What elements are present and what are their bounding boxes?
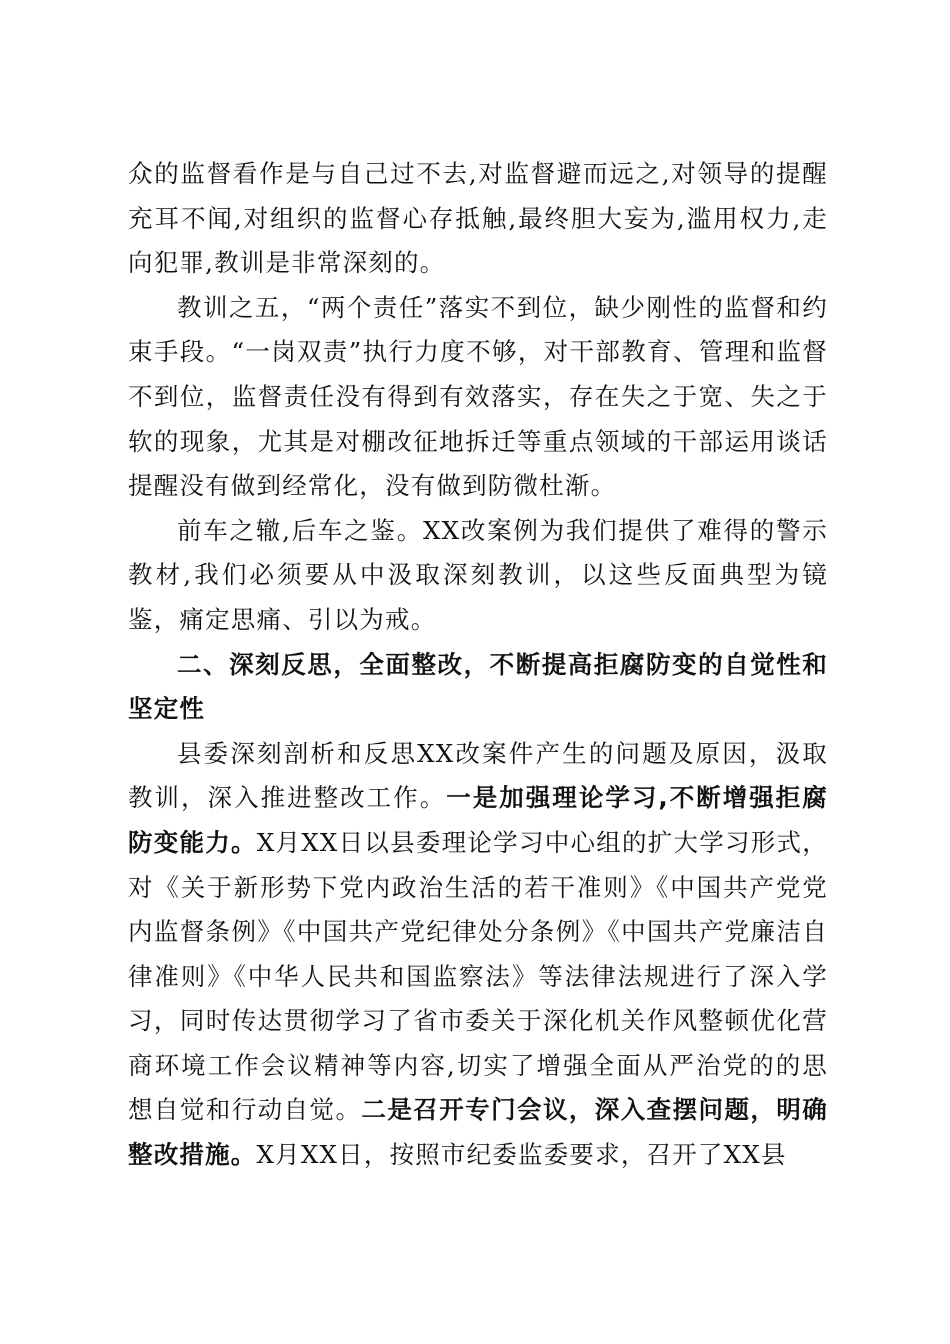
paragraph-lesson-five: 教训之五，“两个责任”落实不到位，缺少刚性的监督和约束手段。“一岗双责”执行力度不够，对干部教育、管理和监督不到位，监督责任没有得到有效落实，存在失之于宽、失之于软的现象，尤其是对棚改征地拆迁等重点领域的干部运用谈话提醒没有做到经常化，没有做到防微杜渐。 — [128, 292, 828, 501]
section-heading-2: 二、深刻反思，全面整改，不断提高拒腐防变的自觉性和坚定性 — [128, 649, 828, 724]
document-body — [128, 152, 828, 1178]
paragraph-warning: 前车之辙,后车之鉴。XX改案例为我们提供了难得的警示教材,我们必须要从中汲取深刻教训，以这些反面典型为镜鉴，痛定思痛、引以为戒。 — [128, 515, 828, 634]
measure-two-text: X月XX日，按照市纪委监委要求，召开了XX县 — [256, 1140, 787, 1170]
measure-one-text: X月XX日以县委理论学习中心组的扩大学习形式，对《关于新形势下党内政治生活的若干准则》《中国共产党党内监督条例》《中国共产党纪律处分条例》《中国共产党廉洁自律准则》《中华人民共和国监察法》等法律法规进行了深入学习，同时传达贯彻学习了省市委关于深化机关作风整顿优化营商环境工作会议精神等内容,切实了增强全面从严治党的的思想自觉和行动自觉。 — [128, 827, 828, 1125]
paragraph-continued: 众的监督看作是与自己过不去,对监督避而远之,对领导的提醒充耳不闻,对组织的监督心存抵触,最终胆大妄为,滥用权力,走向犯罪,教训是非常深刻的。 — [128, 159, 828, 278]
measure-one-heading: 一是加强理论学习,不断增强拒腐防变能力。 — [128, 783, 828, 857]
rectification-intro: 县委深刻剖析和反思XX改案件产生的问题及原因，汲取教训，深入推进整改工作。 — [128, 738, 828, 813]
paragraph-rectification — [128, 732, 828, 1178]
measure-two-heading: 二是召开专门会议，深入查摆问题，明确整改措施。 — [128, 1095, 828, 1170]
